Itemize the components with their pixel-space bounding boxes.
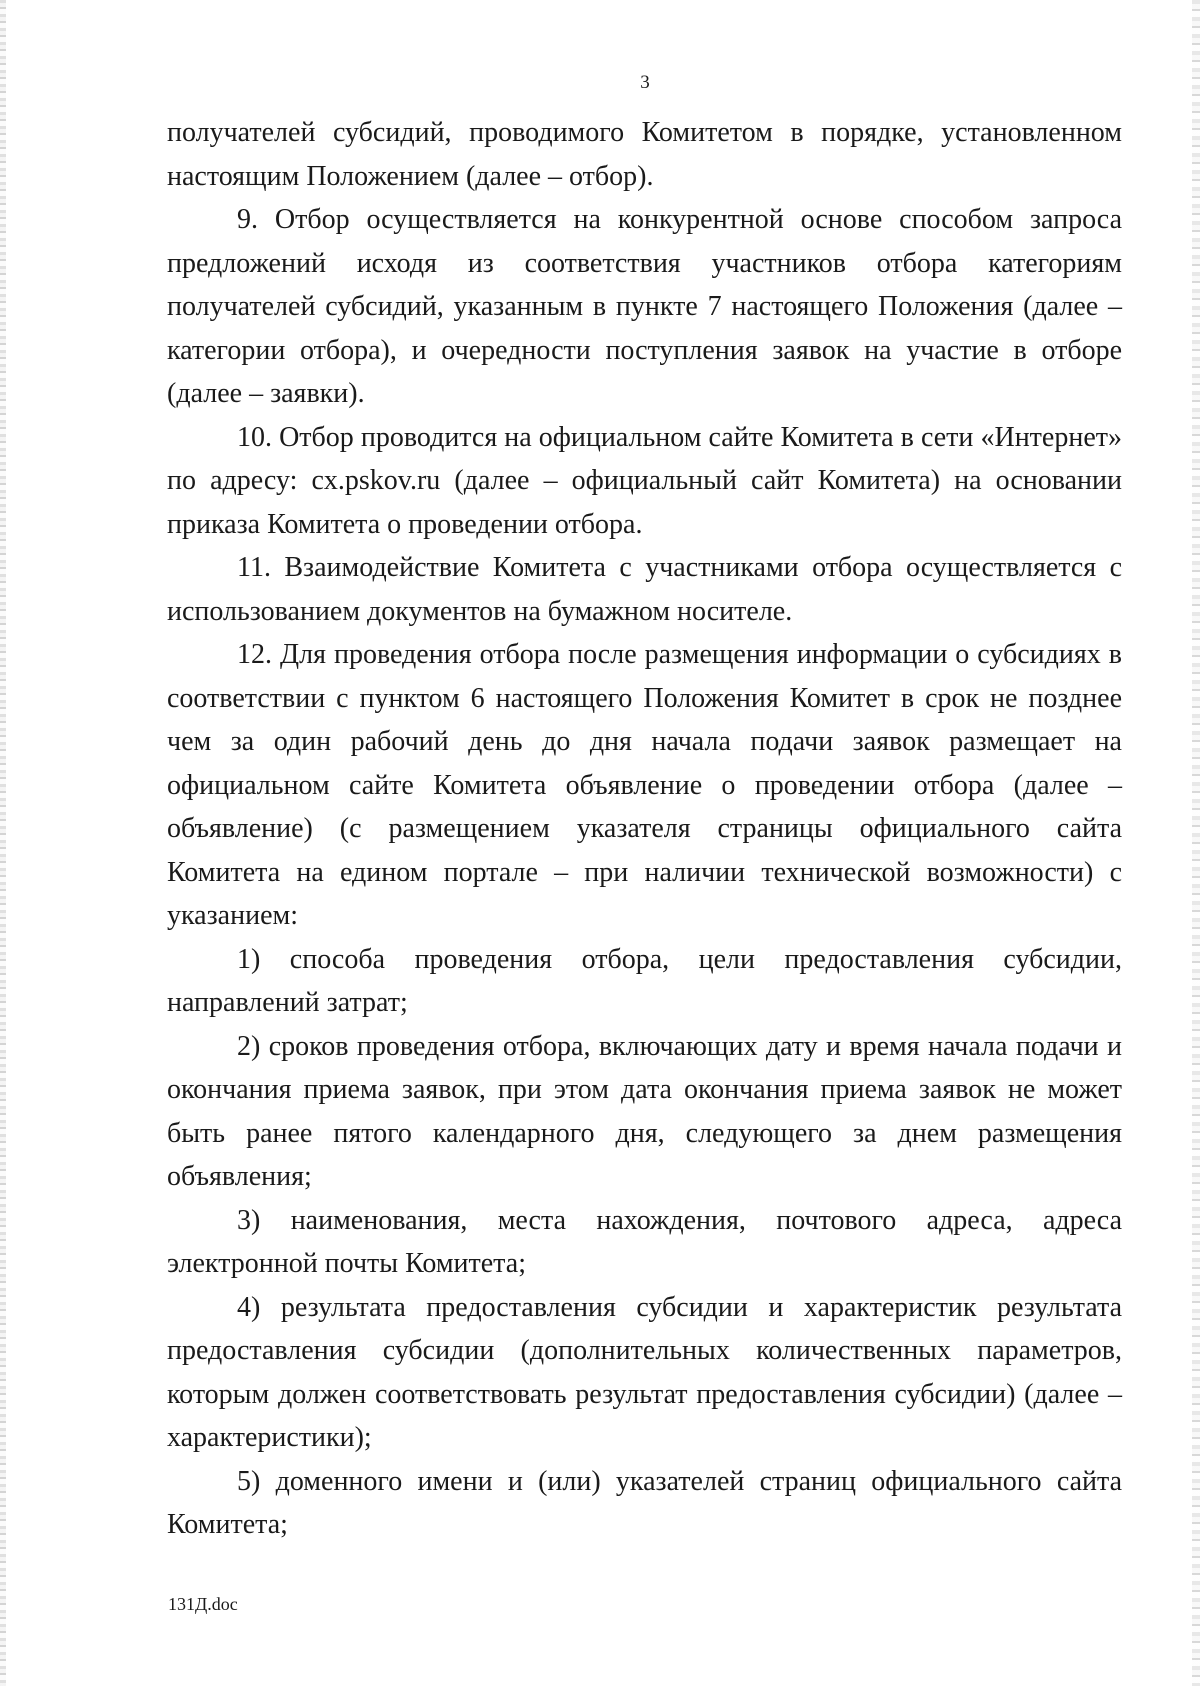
paragraph-item-11: 11. Взаимодействие Комитета с участниками отбора осуществляется с использованием документов на бумажном носителе.: [167, 552, 1122, 627]
document-body: [167, 111, 1122, 1547]
scan-edge-right: [1192, 0, 1200, 1686]
paragraph-item-9: 9. Отбор осуществляется на конкурентной основе способом запроса предложений исходя из соответствия участников отбора категориям получателей субсидий, указанным в пункте 7 настоящего Положения (далее – категории отбора), и очередности поступления заявок на участие в отборе (далее – заявки).: [167, 204, 1122, 409]
list-item-4: 4) результата предоставления субсидии и характеристик результата предоставления субсидии (дополнительных количественных параметров, которым должен соответствовать результат предоставления субсидии) (далее – характеристики);: [167, 1291, 1122, 1453]
paragraph-item-12: 12. Для проведения отбора после размещения информации о субсидиях в соответствии с пунктом 6 настоящего Положения Комитет в срок не позднее чем за один рабочий день до дня начала подачи заявок размещает на официальном сайте Комитета объявление о проведении отбора (далее – объявление) (с размещением указателя страницы официального сайта Комитета на едином портале – при наличии технической возможности) с указанием:: [167, 639, 1122, 931]
list-item-3: 3) наименования, места нахождения, почтового адреса, адреса электронной почты Комитета;: [167, 1204, 1122, 1279]
list-item-2: 2) сроков проведения отбора, включающих дату и время начала подачи и окончания приема заявок, при этом дата окончания приема заявок не может быть ранее пятого календарного дня, следующего за днем размещения объявления;: [167, 1030, 1122, 1192]
footer-filename: 131Д.doc: [168, 1594, 238, 1614]
page-number: 3: [640, 72, 650, 93]
scan-edge-left: [0, 0, 6, 1686]
list-item-1: 1) способа проведения отбора, цели предоставления субсидии, направлений затрат;: [167, 943, 1122, 1018]
paragraph-continuation: получателей субсидий, проводимого Комитетом в порядке, установленном настоящим Положением (далее – отбор).: [167, 117, 1122, 192]
paragraph-item-10: 10. Отбор проводится на официальном сайте Комитета в сети «Интернет» по адресу: cx.pskov.ru (далее – официальный сайт Комитета) на основании приказа Комитета о проведении отбора.: [167, 421, 1122, 540]
list-item-5: 5) доменного имени и (или) указателей страниц официального сайта Комитета;: [167, 1465, 1122, 1540]
